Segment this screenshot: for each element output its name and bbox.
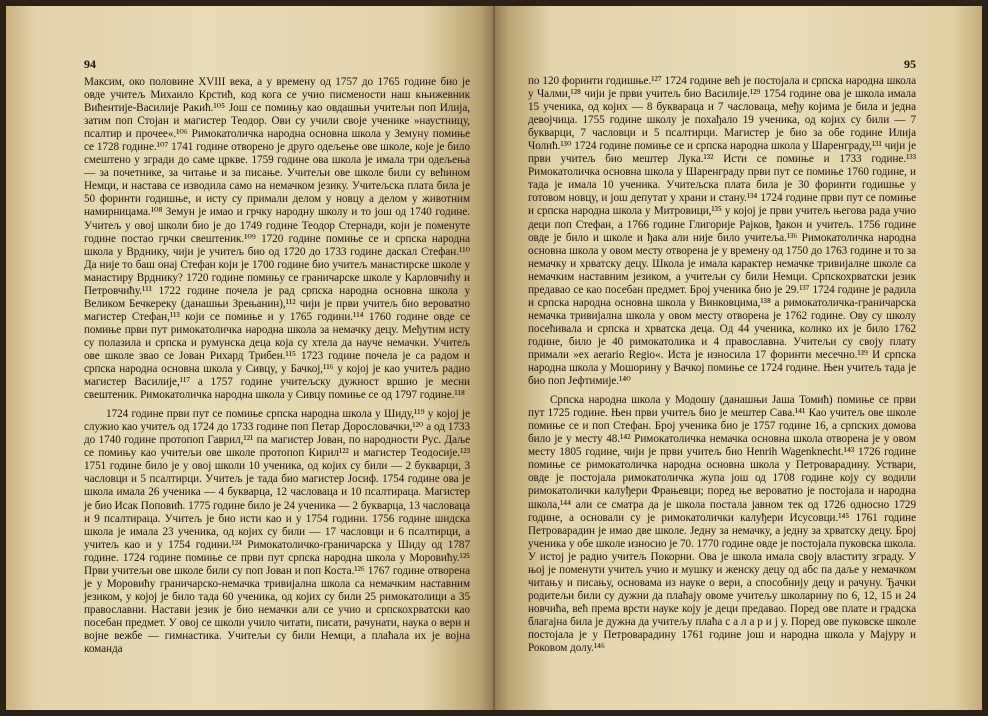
paragraph: Максим, око половине XVIII века, а у времену од 1757 до 1765 године био је овде учитељ Михаило Крстић, код кога се учио писмености наш књижевник Вићентије-Василије Ракић.¹⁰⁵ Још се помињу као овдашњи учитељи поп Илија, затим поп Стојан и магистер Теодор. Ови су учили своје ученике »наустницу, псалтир и прочее«.¹⁰⁶ Римокатоличка народна основна школа у Земуну помиње се 1728 године.¹⁰⁷ 1741 године отворено је друго одељење ове школе, које је било смештено у згради до саме цркве. 1759 године ова школа је имала три одељења — за почетнике, за читање и за писање. Учитељи ове школе били су већином Немци, и настава се изводила само на немачком језику. Учитељска плата била је 50 форинти годишње, и исту су примали делом у новцу а делом у животним намирницама.¹⁰⁸ Земун је имао и грчку народну школу и то још од 1740 године. Учитељ у овој школи био је до 1749 године Теодор Стернади, који је поменуте године постао грчки свештеник.¹⁰⁹ 1720 године помиње се и српска народна школа у Врднику, чији је учитељ био од 1720 до 1733 године даскал Стефан.¹¹⁰ Да није то баш онај Стефан који је 1700 године био учитељ манастирске школе у манастиру Врднику? 1720 године помињу се граничарске школе у Карловчићу и Петровчићу.¹¹¹ 1722 године почела је рад српска народна основна школа у Великом Бечкереку (данашњи Зрењанин),¹¹² чији је први учитељ био вероватно магистер Стефан,¹¹³ који се помиње и у 1765 години.¹¹⁴ 1760 године овде се помиње први пут римокатоличка народна школа за немачку децу. Међутим исту су полазила и српска и румунска деца која су хтела да науче немачки. Учитељ ове школе звао се Јован Рихард Трибен.¹¹⁵ 1723 године почела је са радом и српска народна основна школа у Сивцу, у Бачкој,¹¹⁶ у којој је као учитељ радио магистер Василије,¹¹⁷ а 1757 године учитељску дужност вршио је месни свештеник. Римокатоличка народна школа у Сивцу помиње се од 1797 године.¹¹⁸ [84,76,470,402]
paragraph: по 120 форинти годишње.¹²⁷ 1724 године већ је постојала и српска народна школа у Чалми,¹²⁸ чији је први учитељ био Василије.¹²⁹ 1754 године ова је школа имала 15 ученика, од којих — 8 букварaца и 7 часловаца, међу којима је била и једна девојчица. 1755 године школу је похађало 19 ученика, од којих су били — 7 букварци, 7 часловци и 5 псалтирци. Магистер је био за обе године Илија Чолић.¹³⁰ 1724 године помиње се и српска народна школа у Шаренграду,¹³¹ чији је први учитељ био мештер Лука.¹³² Исти се помиње и 1733 године.¹³³ Римокатоличка основна школа у Шаренграду први пут се помиње 1760 године, и тада је имала 10 ученика. Учитељска плата била је 30 форинти годишње у готовом новцу, и још депутат у храни и стану.¹³⁴ 1724 године први пут се помиње и српска народна школа у Митровици,¹³⁵ у којој је први учитељ његова рада учио деци поп Стефан, а 1766 године Глигорије Рајков, ђакон и учитељ. 1756 године овде је било и школе и ђака али није било учитеља.¹³⁶ Римокатоличка народна основна школа у овом месту отворена је у времену од 1750 до 1763 године и то за немачку и хрватску децу. Школа је имала карактер немачке тривијалне школе са немачким наставним језиком, а учитељи су били Немци. Српскохрватски језик предавао се као посебан предмет. Број ученика био је 29.¹³⁷ 1724 године је радила и српска народна основна школа у Винковцима,¹³⁸ а римокатоличка-граничарска немачка тривијална школа у овом месту отворена је 1762 године. Ову су школу посећивала и српска и хрватска деца. Од 44 ученика, колико их је било 1762 године, било је 40 римокатолика и 4 православна. Учитељи су своју плату примали »ex aerario Regio«. Иста је износила 17 форинти месечно.¹³⁹ И српска народна школа у Мошорину у Вачкој помиње се 1724 године. Њен учитељ тада је био поп Јефтимије.¹⁴⁰ [528,75,916,388]
page-number-right: 95 [904,57,916,71]
book-gutter [493,6,495,710]
left-page-text [84,76,470,656]
paragraph: Српска народна школа у Модошу (данашњи Јаша Томић) помиње се први пут 1725 године. Њен први учитељ био је мештер Сава.¹⁴¹ Као учитељ ове школе помиње се и поп Стефан. Број ученика био је 1757 године 16, а српских домова било је у месту 48.¹⁴² Римокатоличка немачка основна школа отворена је у овом месту 1805 године, чији је први учитељ био Henrih Wagenknecht.¹⁴³ 1726 године помиње се римокатоличка народна основна школа у Петроварадину. Уствари, овде је постојала римокатоличка жупа још од 1708 године коју су водили римокатолички калуђери Фрањевци; поред ње вероватно је постојала и народна школа,¹⁴⁴ али се сматра да је школа постала јавном тек од 1726 односно 1729 године, а основали су је римокатолички калуђери Исусовци.¹⁴⁵ 1761 године Петроварадин је имао две школе. Једну за немачку, а једну за хрватску децу. Број ученика у обе школе износио је 70. 1770 године овде је постојала пуковска школа. У истој је радио учитељ Покорни. Ова је школа имала своју властиту зграду. У њој је поменути учитељ учио и мушку и женску децу од абс па даље у немачком читању и писању, основама из науке о вери, а способнију децу и рачуну. Ђачки родитељи били су дужни да плаћају овоме учитељу школарину по 6, 12, 15 и 24 новчића, већ према врсти науке коју је деци предавао. Поред ове плате и градска благајна била је дужна да учитељу плаћа с а л а р и ј у. Поред ове пуковске школе постојала је у Петроварадину 1761 године још и народна школа у Мајуру и Роковом долу.¹⁴⁶ [528,394,916,655]
right-page-text [528,75,916,655]
page-number-left: 94 [84,57,96,71]
left-page [6,6,494,710]
book-spread [6,6,982,710]
right-page [494,6,982,710]
paragraph: 1724 године први пут се помиње српска народна школа у Шиду,¹¹⁹ у којој је служио као учитељ од 1724 до 1733 године поп Петар Дорословачки,¹²⁰ а од 1733 до 1740 године протопоп Гаврил,¹²¹ па магистер Јован, по народности Рус. Даље се помињу као учитељи ове школе протопоп Кирил¹²² и магистер Теодосије.¹²³ 1751 године било је у овој школи 10 ученика, од којих су били — 2 букварци, 3 часловци и 5 псалтирци. Учитељ је тада био магистер Јосиф. 1754 године ова је школа имала 26 ученика — 4 букварца, 12 часловаца и 10 псалтираца. Магистер је био Исак Поповић. 1775 године било је 24 ученика — 2 букварца, 13 часловаца и 9 псалтираца. Учитељ је био исти као и у 1754 години. 1756 године шидска школа је имала 23 ученика, од којих су били — 17 часловци и 6 псалтирци, а учитељ као и у 1754 години.¹²⁴ Римокатоличко-граничарска у Шиду од 1787 године. 1724 године помиње се први пут српска народна школа у Моровићу.¹²⁵ Први учитељи ове школе били су поп Јован и поп Коста.¹²⁶ 1767 године отворена је у Моровићу граничарско-немачка тривијална школа са немачким наставним језиком, у којој је било тада 60 ученика, од којих су били 25 римокатолици а 35 православни. Настави језик је био немачки али се учио и српскохрватски као посебан предмет. У овој се школи учило читати, писати, рачунати, наука о вери и војне вежбе — гимнастика. Учитељи су били Немци, а плаћала их је војна команда [84,408,470,656]
